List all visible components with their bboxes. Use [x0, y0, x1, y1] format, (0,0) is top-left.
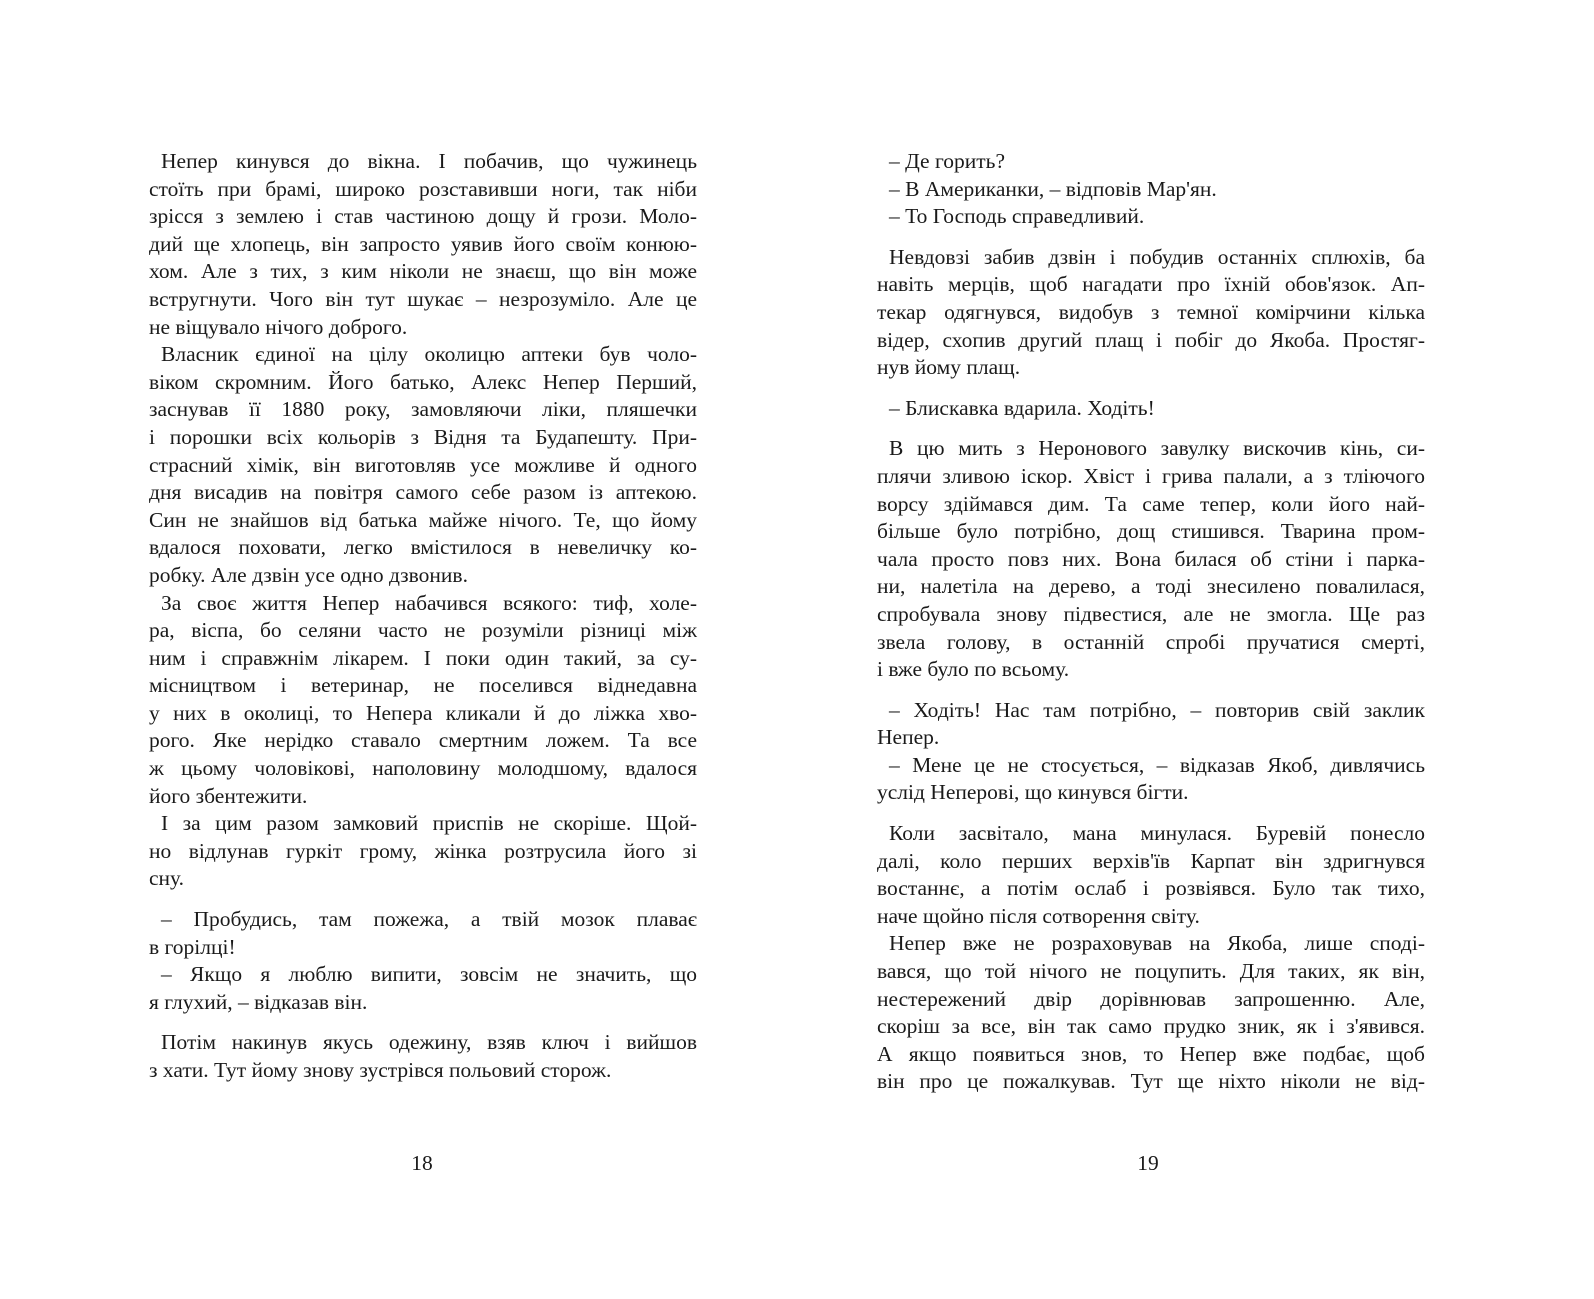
text-line: но відлунав гуркіт грому, жінка розтрусила його зі [149, 838, 697, 863]
text-line: – Ходіть! Нас там потрібно, – повторив свій заклик [889, 697, 1425, 722]
text-line: більше було потрібно, дощ стишився. Тварина пром- [877, 519, 1425, 544]
paragraph-gap [149, 893, 697, 906]
right-page-text [877, 148, 1425, 1096]
text-line: Непер. [877, 725, 940, 750]
text-line: – В Американки, – відповів Мар'ян. [889, 176, 1217, 201]
text-line: Потім накинув якусь одежину, взяв ключ і вийшов [161, 1030, 697, 1055]
text-line: скоріш за все, він так само прудко зник, як і з'явився. [877, 1014, 1425, 1039]
text-line: – Блискавка вдарила. Ходіть! [889, 395, 1155, 420]
page-number-right: 19 [1137, 1151, 1159, 1175]
text-line: не віщувало нічого доброго. [149, 314, 408, 339]
text-line: дня висадив на повітря самого себе разом із аптекою. [149, 480, 697, 505]
text-line: текар одягнувся, видобув з темної комірчини кілька [877, 299, 1425, 324]
text-line: А якщо появиться знов, то Непер вже подбає, щоб [877, 1041, 1425, 1066]
text-line: і вже було по всьому. [877, 657, 1070, 682]
text-line: його збентежити. [149, 783, 308, 808]
text-line: чала просто повз них. Вона билася об стіни і парка- [877, 546, 1425, 571]
text-line: услід Неперові, що кинувся бігти. [877, 780, 1189, 805]
text-line: страсний хімік, він виготовляв усе можливе й одного [149, 452, 697, 477]
text-line: – Де горить? [889, 149, 1006, 173]
paragraph-gap [877, 422, 1425, 435]
text-line: ним і справжнім лікарем. І поки один такий, за су- [149, 645, 697, 670]
text-line: ра, віспа, бо селяни часто не розуміли різниці між [149, 618, 697, 643]
text-line: – Пробудись, там пожежа, а твій мозок плаває [161, 907, 697, 932]
paragraph-gap [877, 807, 1425, 820]
text-line: Син не знайшов від батька майже нічого. Те, що йому [149, 507, 697, 532]
text-line: спробувала знову підвестися, але не змогла. Ще раз [877, 601, 1425, 626]
left-page-text [149, 148, 697, 1085]
text-line: наче щойно після сотворення світу. [877, 903, 1200, 928]
text-line: ни, налетіла на дерево, а тоді знесилено повалилася, [877, 574, 1425, 599]
text-line: сну. [149, 866, 185, 891]
text-line: – Мене це не стосується, – відказав Якоб, дивлячись [889, 752, 1425, 777]
text-line: За своє життя Непер набачився всякого: тиф, холе- [161, 590, 697, 615]
text-line: і порошки всіх кольорів з Відня та Будапешту. При- [149, 424, 697, 449]
text-line: навіть мерців, щоб нагадати про їхній обов'язок. Ап- [877, 272, 1425, 297]
text-line: заснував її 1880 року, замовляючи ліки, пляшечки [149, 397, 697, 422]
text-line: І за цим разом замковий приспів не скоріше. Щой- [161, 811, 697, 836]
text-line: плячи зливою іскор. Хвіст і грива палали, а з тліючого [877, 463, 1425, 488]
page-number-left: 18 [411, 1151, 433, 1175]
text-line: відер, схопив другий плащ і побіг до Якоба. Простяг- [877, 327, 1425, 352]
text-line: нестережений двір дорівнював запрошенню. Але, [877, 986, 1425, 1011]
text-line: Власник єдиної на цілу околицю аптеки був чоло- [161, 342, 697, 367]
text-line: Непер кинувся до вікна. І побачив, що чужинець [161, 149, 697, 173]
text-line: зрісся з землею і став частиною дощу й грози. Моло- [149, 204, 697, 229]
text-line: віком скромним. Його батько, Алекс Непер Перший, [149, 369, 697, 394]
text-line: місництвом і ветеринар, не поселився віднедавна [149, 673, 697, 698]
text-line: Непер вже не розраховував на Якоба, лише споді- [889, 931, 1425, 956]
paragraph-gap [877, 231, 1425, 244]
text-line: з хати. Тут йому знову зустрівся польовий сторож. [149, 1058, 612, 1082]
text-line: у них в околиці, то Непера кликали й до ліжка хво- [149, 700, 697, 725]
text-line: я глухий, – відказав він. [149, 989, 368, 1014]
paragraph-gap [877, 382, 1425, 395]
text-line: стоїть при брамі, широко розставивши ноги, так ніби [149, 176, 697, 201]
text-line: востаннє, а потім ослаб і розвіявся. Було так тихо, [877, 876, 1425, 901]
text-line: встругнути. Чого він тут шукає – незрозуміло. Але це [149, 286, 697, 311]
text-line: робку. Але дзвін усе одно дзвонив. [149, 562, 468, 587]
text-line: Невдовзі забив дзвін і побудив останніх сплюхів, ба [889, 244, 1425, 269]
text-line: в горілці! [149, 934, 236, 959]
text-line: В цю мить з Неронового завулку вискочив кінь, си- [889, 436, 1425, 461]
text-line: далі, коло перших верхів'їв Карпат він здригнувся [877, 848, 1425, 873]
text-line: нув йому плащ. [877, 355, 1021, 380]
text-line: ж цьому чоловікові, наполовину молодшому, вдалося [149, 756, 697, 781]
text-line: дий ще хлопець, він запросто уявив його своїм конюю- [149, 231, 697, 256]
paragraph-gap [149, 1016, 697, 1029]
text-line: він про це пожалкував. Тут ще ніхто ніколи не від- [877, 1069, 1425, 1094]
text-line: звела голову, в останній спробі пручатися смерті, [877, 629, 1425, 654]
text-line: хом. Але з тих, з ким ніколи не знаєш, що він може [149, 259, 697, 284]
text-line: рого. Яке нерідко ставало смертним ложем. Та все [149, 728, 697, 753]
text-line: – Якщо я люблю випити, зовсім не значить, що [161, 962, 697, 987]
text-line: – То Господь справедливий. [889, 204, 1145, 229]
text-line: Коли засвітало, мана минулася. Буревій понесло [889, 821, 1425, 846]
text-line: вався, що той нічого не поцупить. Для таких, як він, [877, 959, 1425, 984]
text-line: ворсу здіймався дим. Та саме тепер, коли його най- [877, 491, 1425, 516]
paragraph-gap [877, 684, 1425, 697]
text-line: вдалося поховати, легко вмістилося в невеличку ко- [149, 535, 697, 560]
